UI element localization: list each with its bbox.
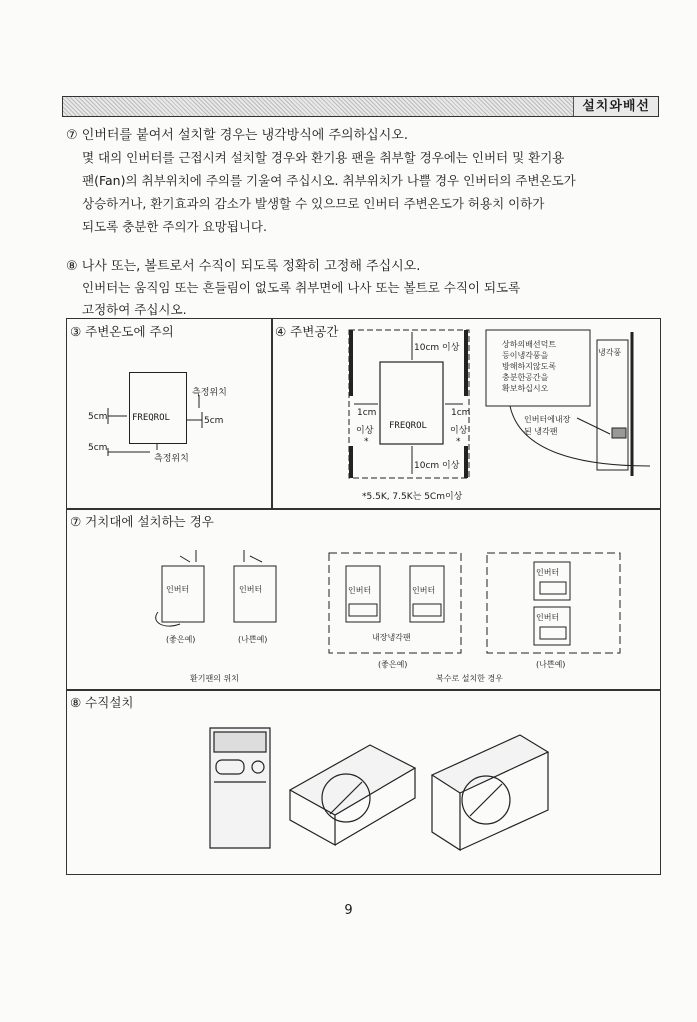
fig4-device-label: FREQROL <box>389 421 427 431</box>
fig4-left-gap-1: 1cm <box>357 408 377 418</box>
section7-line-3: 상승하거나, 환기효과의 감소가 발생할 수 있으므로 인버터 주변온도가 허용치 이하가 <box>82 196 545 211</box>
section8-heading: ⑧ 나사 또는, 볼트로서 수직이 되도록 정확히 고정해 주십시오. <box>66 259 421 274</box>
fig4-right-mark: * <box>456 437 461 447</box>
fig4-title: ④ 주변공간 <box>275 324 339 339</box>
fig4-bubble-line-4: 충분한공간을 <box>502 373 549 382</box>
fig4-bubble-line-1: 상하의배선덕트 <box>502 340 557 349</box>
fig3-device-label: FREQROL <box>132 413 170 423</box>
fig7-good-inverter: 인버터 <box>166 585 190 594</box>
section7-heading: ⑦ 인버터를 붙여서 설치할 경우는 냉각방식에 주의하십시오. <box>66 128 408 143</box>
fig7-multi-inverter-1: 인버터 <box>348 586 372 595</box>
fig7-multi-bad-inverter-1: 인버터 <box>536 568 560 577</box>
fig7-multi-bad-inverter-2: 인버터 <box>536 613 560 622</box>
fig8-title: ⑧ 수직설치 <box>70 695 134 710</box>
section8-line-1: 인버터는 움직임 또는 흔들림이 없도록 취부면에 나사 또는 볼트로 수직이 되도록 <box>82 280 521 295</box>
fig4-top-gap: 10cm 이상 <box>414 343 460 353</box>
fig3-title: ③ 주변온도에 주의 <box>70 324 174 339</box>
fig4-fan-label-2: 된 냉각팬 <box>524 427 558 436</box>
fig7-builtin-fan: 내장냉각팬 <box>372 633 411 642</box>
fig4-note: *5.5K, 7.5K는 5Cm이상 <box>362 492 463 502</box>
fig3-measure-top: 측정위치 <box>192 388 227 398</box>
fig4-bubble-line-2: 등이냉각풍을 <box>502 351 549 360</box>
fig4-left-mark: * <box>364 437 369 447</box>
fig4-bottom-gap: 10cm 이상 <box>414 461 460 471</box>
fig7-bad-label: (나쁜예) <box>238 635 268 644</box>
fig4-cooling-air: 냉각풍 <box>598 348 622 357</box>
section8-line-2: 고정하여 주십시오. <box>82 302 187 317</box>
fig3-dim-right: 5cm <box>204 416 224 426</box>
fig7-fan-position: 환기팬의 위치 <box>190 674 239 683</box>
fig3-dim-left: 5cm <box>88 412 108 422</box>
fig7-good-label: (좋은예) <box>166 635 196 644</box>
fig4-fan-label-1: 인버터에내장 <box>524 415 571 424</box>
fig3-measure-bottom: 측정위치 <box>154 454 189 464</box>
fig7-multi-good: (좋은예) <box>378 660 408 669</box>
fig7-multi-bad: (나쁜예) <box>536 660 566 669</box>
fig7-multi-inverter-2: 인버터 <box>412 586 436 595</box>
header-title: 설치와배선 <box>573 97 658 116</box>
fig4-bubble-line-3: 방해하지않도록 <box>502 362 557 371</box>
fig4-right-gap-2: 이상 <box>450 426 468 436</box>
section7-line-4: 되도록 충분한 주의가 요망됩니다. <box>82 219 267 234</box>
fig4-bubble-line-5: 확보하십시오 <box>502 384 549 393</box>
fig7-title: ⑦ 거치대에 설치하는 경우 <box>70 514 214 529</box>
section7-line-1: 몇 대의 인버터를 근접시켜 설치할 경우와 환기용 팬을 취부할 경우에는 인버터 및 환기용 <box>82 150 565 165</box>
fig4-left-gap-2: 이상 <box>356 426 374 436</box>
fig4-right-gap-1: 1cm <box>451 408 471 418</box>
fig3-dim-bottom: 5cm <box>88 443 108 453</box>
fig7-bad-inverter: 인버터 <box>239 585 263 594</box>
fig7-multiple-label: 복수로 설치한 경우 <box>436 674 503 683</box>
page-number: 9 <box>344 903 353 918</box>
section7-line-2: 팬(Fan)의 취부위치에 주의를 기울여 주십시오. 취부위치가 나쁠 경우 인버터의 주변온도가 <box>82 173 576 188</box>
